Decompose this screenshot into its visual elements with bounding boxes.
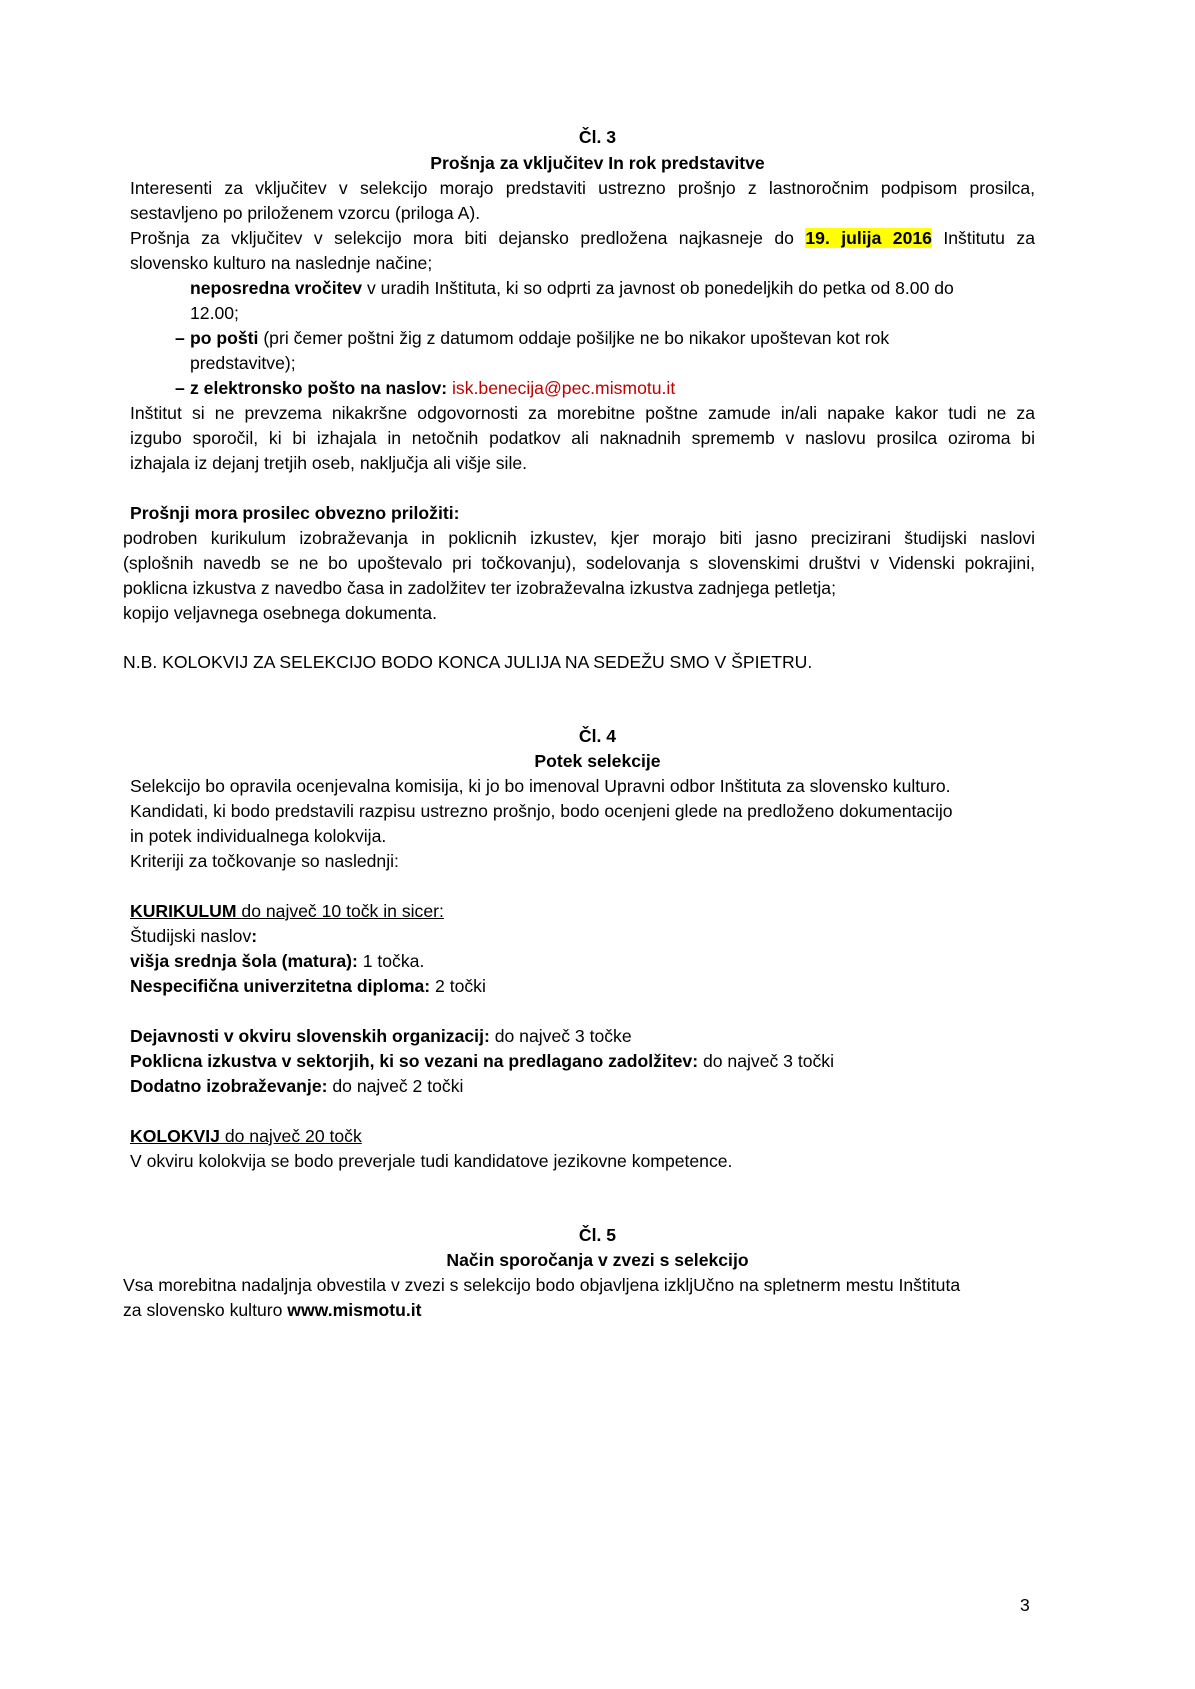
list-item-email: z elektronsko pošto na naslov: isk.benecija@pec.mismotu.it bbox=[190, 378, 676, 398]
criterion-additional-education: Dodatno izobraževanje: do največ 2 točki bbox=[130, 1076, 464, 1096]
article-5-number: Čl. 5 bbox=[578, 1225, 617, 1245]
article-4-title: Potek selekcije bbox=[534, 751, 661, 771]
art3-paragraph-1-line-2: sestavljeno po priloženem vzorcu (priloga A). bbox=[130, 203, 481, 223]
list-item-post: po pošti (pri čemer poštni žig z datumom oddaje pošiljke ne bo nikakor upoštevan kot rok bbox=[190, 328, 890, 348]
art4-line-3: in potek individualnega kolokvija. bbox=[130, 826, 387, 846]
art3-paragraph-3-line-2: izgubo sporočil, ki bi izhajala in netočnih podatkov ali naknadnih sprememb v naslovu prosilca oziroma bi bbox=[130, 428, 1035, 448]
art4-line-1: Selekcijo bo opravila ocenjevalna komisija, ki jo bo imenoval Upravni odbor Inštituta za slovensko kulturo. bbox=[130, 776, 951, 796]
art3-paragraph-3-line-3: izhajala iz dejanj tretjih oseb, naključja ali višje sile. bbox=[130, 453, 528, 473]
kurikulum-heading: KURIKULUM do največ 10 točk in sicer: bbox=[130, 901, 444, 921]
deadline-date: 19. julija 2016 bbox=[805, 228, 932, 248]
art3-paragraph-3-line-1: Inštitut si ne prevzema nikakršne odgovornosti za morebitne poštne zamude in/ali napake kakor tudi ne za bbox=[130, 403, 1035, 423]
art3-paragraph-2-line-2: slovensko kulturo na naslednje načine; bbox=[130, 253, 433, 273]
art4-line-2: Kandidati, ki bodo predstavili razpisu ustrezno prošnjo, bodo ocenjeni glede na predloženo dokumentacijo bbox=[130, 801, 953, 821]
list-bullet-dash: – bbox=[175, 328, 185, 348]
criterion-matura: višja srednja šola (matura): 1 točka. bbox=[130, 951, 425, 971]
list-item-post-cont: predstavitve); bbox=[190, 353, 296, 373]
art3-paragraph-1-line-1: Interesenti za vključitev v selekcijo morajo predstaviti ustrezno prošnjo z lastnoročnim podpisom prosilca, bbox=[130, 178, 1035, 198]
kolokvij-heading: KOLOKVIJ do največ 20 točk bbox=[130, 1126, 362, 1146]
article-5-title: Način sporočanja v zvezi s selekcijo bbox=[446, 1250, 749, 1270]
attachments-line-1: podroben kurikulum izobraževanja in poklicnih izkustev, kjer morajo biti jasno precizirani študijski naslovi bbox=[123, 528, 1035, 548]
list-item-direct-delivery: neposredna vročitev v uradih Inštituta, ki so odprti za javnost ob ponedeljkih do petka od 8.00 do bbox=[190, 278, 954, 298]
article-3-title: Prošnja za vključitev In rok predstavitve bbox=[430, 153, 765, 173]
attachments-line-3: poklicna izkustva z navedbo časa in zadolžitev ter izobraževalna izkustva zadnjega petletja; bbox=[123, 578, 836, 598]
art3-paragraph-2-line-1: Prošnja za vključitev v selekcijo mora biti dejansko predložena najkasneje do 19. julija 2016 Inštitutu za bbox=[130, 228, 1035, 248]
list-bullet-dash: – bbox=[175, 378, 185, 398]
art5-line-1: Vsa morebitna nadaljnja obvestila v zvezi s selekcijo bodo objavljena izkljUčno na spletnerm mestu Inštituta bbox=[123, 1275, 961, 1295]
studijski-naslov: Študijski naslov: bbox=[130, 926, 258, 946]
article-4-number: Čl. 4 bbox=[578, 726, 617, 746]
page-number: 3 bbox=[1020, 1595, 1030, 1615]
website-link[interactable]: www.mismotu.it bbox=[287, 1300, 422, 1320]
criterion-activities: Dejavnosti v okviru slovenskih organizacij: do največ 3 točke bbox=[130, 1026, 632, 1046]
attachments-line-2: (splošnih navedb se ne bo upoštevalo pri točkovanju), sodelovanja s slovenskimi društvi v Videnski pokrajini, bbox=[123, 553, 1035, 573]
attachments-line-4: kopijo veljavnega osebnega dokumenta. bbox=[123, 603, 437, 623]
email-link[interactable]: isk.benecija@pec.mismotu.it bbox=[452, 378, 676, 398]
article-3-number: Čl. 3 bbox=[578, 127, 617, 147]
criterion-diploma: Nespecifična univerzitetna diploma: 2 točki bbox=[130, 976, 486, 996]
criterion-experience: Poklicna izkustva v sektorjih, ki so vezani na predlagano zadolžitev: do največ 3 točki bbox=[130, 1051, 835, 1071]
list-item-direct-delivery-cont: 12.00; bbox=[190, 303, 239, 323]
nb-note: N.B. KOLOKVIJ ZA SELEKCIJO BODO KONCA JULIJA NA SEDEŽU SMO V ŠPIETRU. bbox=[123, 652, 813, 672]
kolokvij-description: V okviru kolokvija se bodo preverjale tudi kandidatove jezikovne kompetence. bbox=[130, 1151, 733, 1171]
art4-line-4: Kriteriji za točkovanje so naslednji: bbox=[130, 851, 399, 871]
art5-line-2: za slovensko kulturo www.mismotu.it bbox=[123, 1300, 422, 1320]
attachments-heading: Prošnji mora prosilec obvezno priložiti: bbox=[130, 503, 460, 523]
